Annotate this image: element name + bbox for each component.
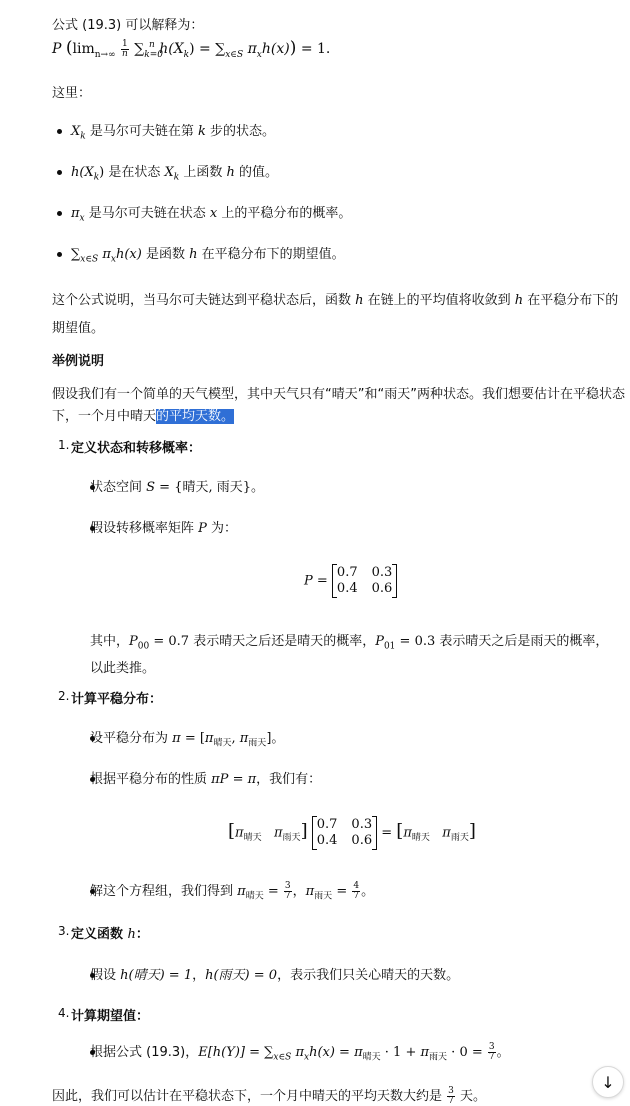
step4-title: 计算期望值： — [71, 1009, 150, 1024]
list-number: 3. — [58, 924, 70, 938]
bullet-dot — [57, 252, 62, 257]
conclusion: 因此，我们可以估计在平稳状态下，一个月中晴天的平均天数大约是 $\frac{3}{7}$ 天。 — [52, 1086, 487, 1106]
list-item: 假设转移概率矩阵 P 为： — [90, 521, 238, 536]
list-item: $\sum_{x\in S}$ $\pi_xh(x)$ 是函数 h 在平稳分布下的期望值。 — [71, 247, 345, 265]
example-line-2: 下，一个月中晴天的平均天数。 — [52, 409, 235, 424]
list-item: $h(X_k)$ 是在状态 $X_k$ 上函数 h 的值。 — [71, 165, 279, 183]
stationary-equation: [$\pi_{晴天}$ $\pi_{雨天}$] 0.7 0.3 0.4 0.6 = [$\pi_{晴天}$ $\pi_{雨天}$] — [228, 817, 476, 848]
list-item: $\pi_x$ 是马尔可夫链在状态 x 上的平稳分布的概率。 — [71, 206, 352, 224]
list-item: 状态空间 S = {晴天, 雨天}。 — [90, 480, 265, 495]
list-item: $X_k$ 是马尔可夫链在第 k 步的状态。 — [71, 124, 276, 142]
list-item: 设平稳分布为 $\pi = [\pi_{晴天}$, $\pi_{雨天}$]。 — [90, 731, 285, 749]
step3-title: 定义函数 h： — [71, 927, 149, 942]
transition-matrix: 0.7 0.3 0.4 0.6 — [332, 564, 397, 598]
list-item: 根据公式 (19.3)，$E[h(Y)] = \sum_{x\in S}$ $\pi_xh(x) = \pi_{晴天} \cdot 1 + \pi_{雨天} \cdot 0$ = $\frac{3}{7}$ 。 — [90, 1042, 510, 1063]
explain-line-1: 这个公式说明，当马尔可夫链达到平稳状态后，函数 h 在链上的平均值将收敛到 h 在平稳分布下的 — [52, 293, 619, 308]
explain-line-2: 期望值。 — [52, 321, 105, 336]
list-item: 解这个方程组，我们得到 $\pi_{晴天}$ = $\frac{3}{7}$ ，$\pi_{雨天}$ = $\frac{4}{7}$ 。 — [90, 881, 375, 902]
bullet-dot — [57, 129, 62, 134]
list-number: 1. — [58, 438, 70, 452]
text-selection[interactable]: 的平均天数。 — [156, 409, 235, 424]
formula-19-3: P ($\lim_{n\to\infty}$ $\frac{1}{n}$ $\sum_{k=0}^n$ $h(X_k) = \sum_{x\in S}$ $\pi_xh(x)) = 1$. — [52, 38, 331, 60]
step1-note-line-1: 其中，$P_{00} = 0.7$ 表示晴天之后还是晴天的概率，$P_{01} = 0.3$ 表示晴天之后是雨天的概率， — [90, 634, 609, 652]
example-line-1: 假设我们有一个简单的天气模型，其中天气只有“晴天”和“雨天”两种状态。我们想要估计在平稳状态 — [52, 387, 625, 402]
arrow-down-icon: ↓ — [601, 1072, 615, 1092]
transition-matrix-equation: P = 0.7 0.3 0.4 0.6 — [304, 564, 397, 598]
list-number: 2. — [58, 689, 70, 703]
intro-line: 公式 (19.3) 可以解释为： — [52, 18, 204, 33]
step1-title: 定义状态和转移概率： — [71, 441, 202, 456]
scroll-to-bottom-button[interactable] — [592, 1066, 624, 1098]
bullet-dot — [57, 170, 62, 175]
transition-matrix: 0.7 0.3 0.4 0.6 — [312, 816, 377, 850]
step2-title: 计算平稳分布： — [71, 692, 163, 707]
example-heading: 举例说明 — [52, 354, 105, 369]
list-number: 4. — [58, 1006, 70, 1020]
list-item: 假设 h(晴天) = 1，h(雨天) = 0，表示我们只关心晴天的天数。 — [90, 968, 460, 983]
bullet-dot — [57, 211, 62, 216]
step1-note-line-2: 以此类推。 — [90, 661, 156, 676]
list-item: 根据平稳分布的性质 πP = π，我们有： — [90, 772, 322, 787]
here-label: 这里： — [52, 86, 92, 101]
